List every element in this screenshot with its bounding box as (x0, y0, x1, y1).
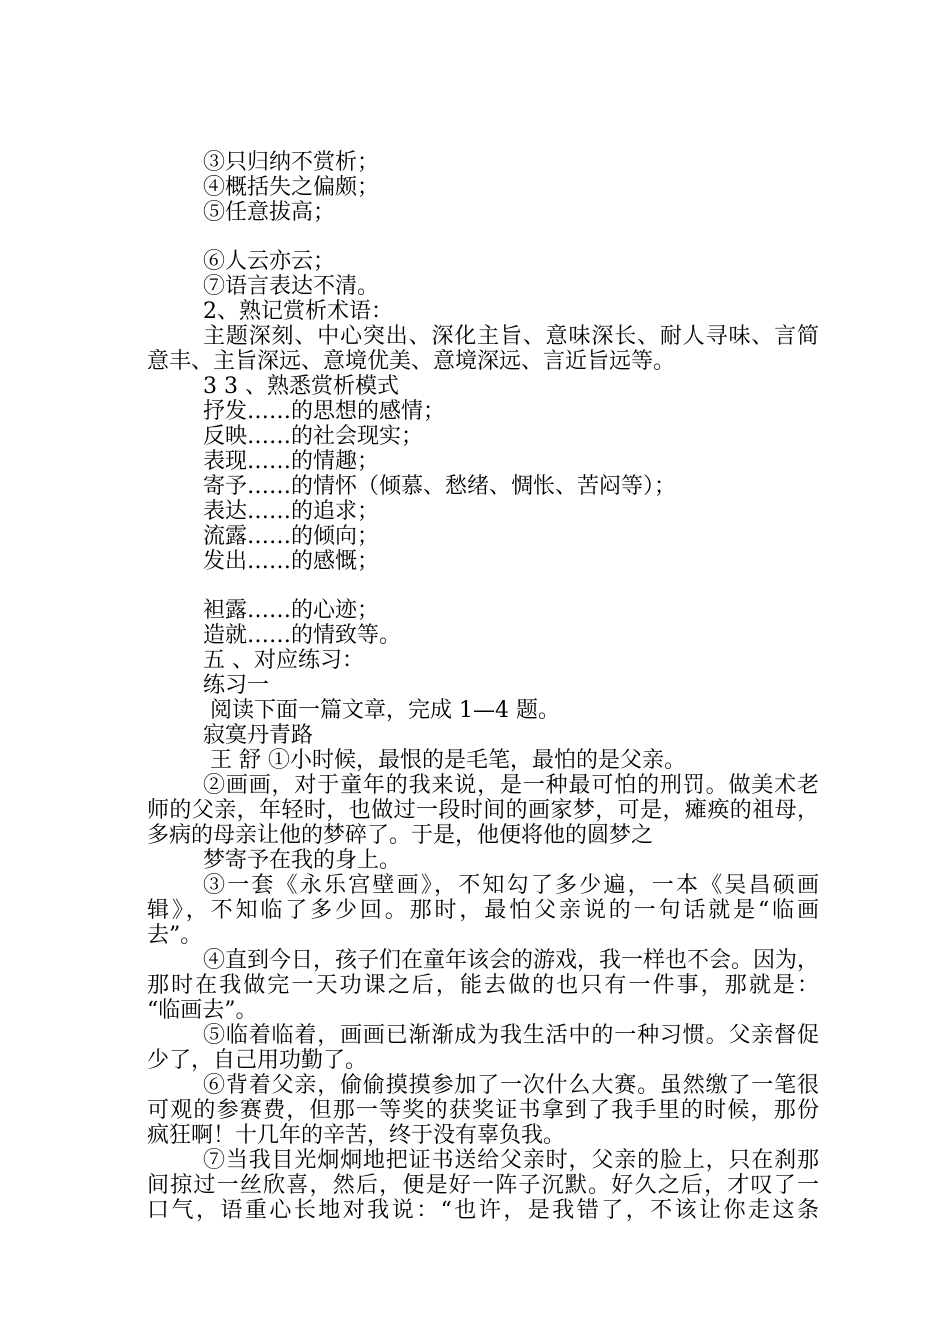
text-line: ⑥人云亦云； (203, 249, 336, 274)
section-heading: 五 、对应练习： (203, 648, 364, 673)
text-line: 意丰、主旨深远、意境优美、意境深远、言近旨远等。 (147, 349, 676, 374)
text-line: 造就……的情致等。 (203, 623, 402, 648)
text-line: 表现……的情趣； (203, 449, 380, 474)
text-line: 梦寄予在我的身上。 (203, 848, 402, 873)
text-line: ⑤任意拔高； (203, 200, 336, 225)
text-line: 反映……的社会现实； (203, 424, 424, 449)
text-line: ④概括失之偏颇； (203, 175, 380, 200)
text-line: 间掠过一丝欣喜，然后，便是好一阵子沉默。好久之后，才叹了一 (147, 1173, 819, 1198)
text-line: 王 舒 ①小时候，最恨的是毛笔，最怕的是父亲。 (203, 748, 686, 773)
text-line: ⑥背着父亲，偷偷摸摸参加了一次什么大赛。虽然缴了一笔很 (203, 1073, 819, 1098)
text-line: 2、熟记赏析术语： (203, 299, 393, 324)
article-title: 寂寞丹青路 (203, 723, 314, 748)
text-line: 阅读下面一篇文章，完成 1—4 题。 (203, 698, 560, 723)
text-line: 多病的母亲让他的梦碎了。于是，他便将他的圆梦之 (147, 823, 654, 848)
text-line: 辑》，不知临了多少回。那时，最怕父亲说的一句话就是“临画 (147, 898, 819, 923)
text-line: 去”。 (147, 923, 203, 948)
text-line: 发出……的感慨； (203, 549, 380, 574)
text-line: 口气，语重心长地对我说：“也许，是我错了，不该让你走这条 (147, 1198, 819, 1223)
text-line: ③一套《永乐宫壁画》，不知勾了多少遍，一本《吴昌硕画 (203, 873, 819, 898)
exercise-heading: 练习一 (203, 673, 270, 698)
text-line: ⑦语言表达不清。 (203, 274, 380, 299)
text-line: 疯狂啊！十几年的辛苦，终于没有辜负我。 (147, 1123, 566, 1148)
text-line: 表达……的追求； (203, 499, 380, 524)
text-line: ⑤临着临着，画画已渐渐成为我生活中的一种习惯。父亲督促 (203, 1023, 819, 1048)
text-line: 可观的参赛费，但那一等奖的获奖证书拿到了我手里的时候，那份 (147, 1098, 819, 1123)
text-line: 袒露……的心迹； (203, 598, 380, 623)
text-line: “临画去”。 (147, 998, 258, 1023)
text-line: ⑦当我目光炯炯地把证书送给父亲时，父亲的脸上，只在刹那 (203, 1148, 819, 1173)
text-line: 主题深刻、中心突出、深化主旨、意味深长、耐人寻味、言简 (203, 324, 819, 349)
text-line: ③只归纳不赏析； (203, 150, 380, 175)
text-line: 寄予……的情怀（倾慕、愁绪、惆怅、苦闷等）； (203, 474, 677, 499)
text-line: ④直到今日，孩子们在童年该会的游戏，我一样也不会。因为， (203, 948, 820, 973)
text-line: 师的父亲，年轻时，也做过一段时间的画家梦，可是，瘫痪的祖母， (147, 798, 819, 823)
text-line: ②画画，对于童年的我来说，是一种最可怕的刑罚。做美术老 (203, 773, 819, 798)
text-line: 3 3 、熟悉赏析模式 (203, 374, 399, 399)
text-line: 少了，自己用功勤了。 (147, 1048, 368, 1073)
text-line: 抒发……的思想的感情； (203, 399, 446, 424)
text-line: 那时在我做完一天功课之后，能去做的也只有一件事，那就是： (147, 973, 819, 998)
text-line: 流露……的倾向； (203, 524, 380, 549)
